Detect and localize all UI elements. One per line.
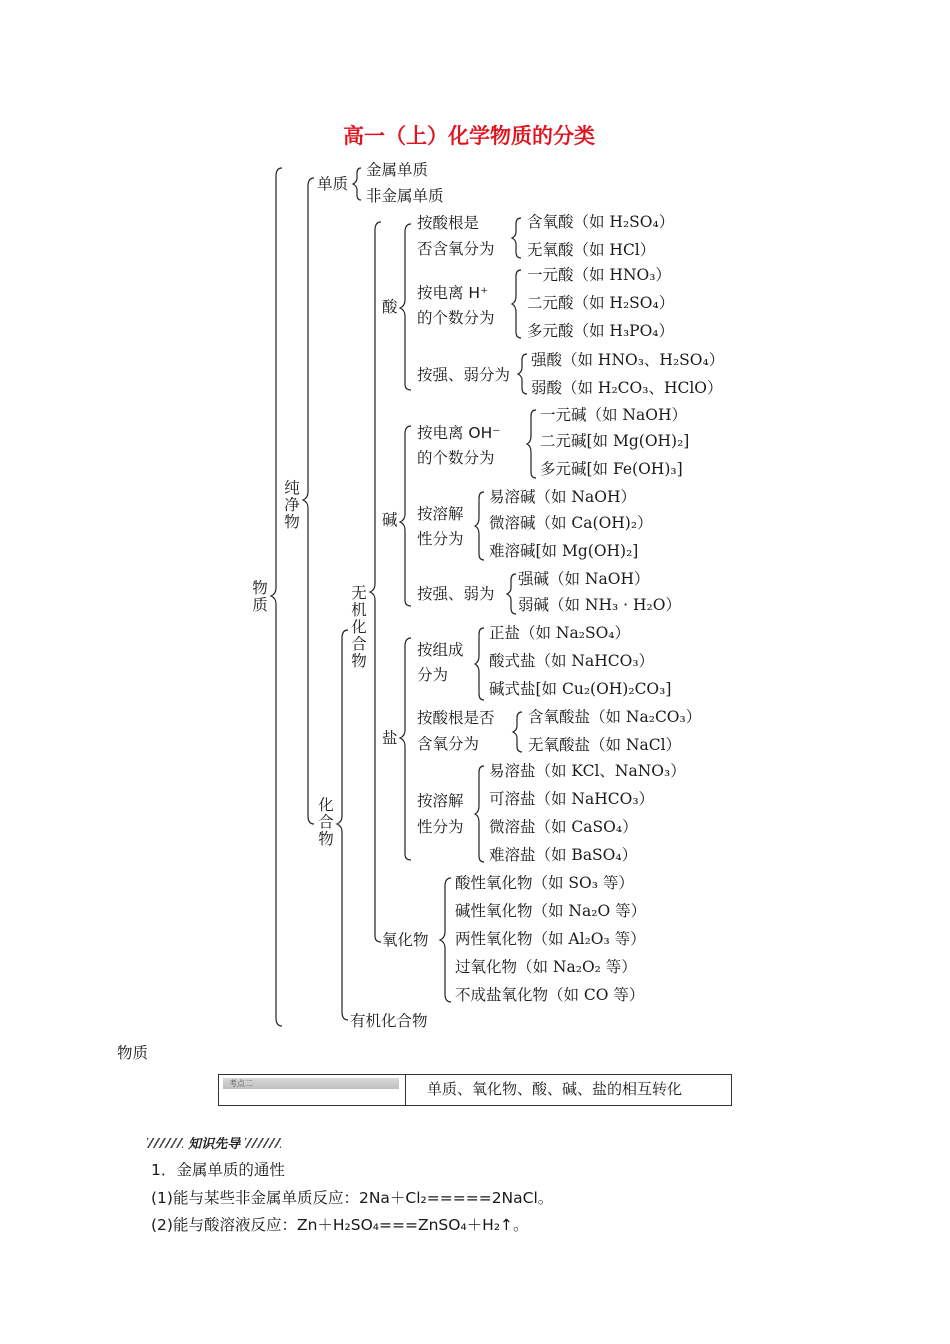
oxyacid-salt-item: 含氧酸盐（如 Na₂CO₃） bbox=[528, 708, 702, 726]
metal-element-label: 金属单质 bbox=[366, 161, 429, 179]
salt-criterion-3-line2: 性分为 bbox=[417, 818, 464, 836]
acid-criterion-1-line2: 否含氧分为 bbox=[417, 240, 495, 258]
polybasic-acid-item: 多元酸（如 H₃PO₄） bbox=[527, 322, 675, 340]
organic-compound-label: 有机化合物 bbox=[350, 1012, 428, 1030]
basic-oxide-item: 碱性氧化物（如 Na₂O 等） bbox=[455, 902, 647, 920]
pure-substance-label: 纯净物 bbox=[284, 479, 300, 531]
knowledge-header bbox=[147, 1132, 281, 1150]
element-label: 单质 bbox=[317, 175, 349, 193]
insoluble-base-item: 难溶碱[如 Mg(OH)₂] bbox=[489, 542, 639, 560]
peroxide-item: 过氧化物（如 Na₂O₂ 等） bbox=[455, 958, 637, 976]
header-stripes-left bbox=[147, 1138, 183, 1148]
section-divider bbox=[405, 1075, 406, 1105]
header-stripes-right bbox=[245, 1138, 281, 1148]
knowledge-header-text: 知识先导 bbox=[188, 1137, 241, 1152]
strong-acid-item: 强酸（如 HNO₃、H₂SO₄） bbox=[531, 351, 725, 369]
salt-criterion-1-line1: 按组成 bbox=[417, 641, 464, 659]
weak-acid-item: 弱酸（如 H₂CO₃、HClO） bbox=[531, 379, 723, 397]
dibasic-acid-item: 二元酸（如 H₂SO₄） bbox=[527, 294, 675, 312]
salt-criterion-1-line2: 分为 bbox=[417, 666, 449, 684]
insoluble-salt-item: 难溶盐（如 BaSO₄） bbox=[489, 846, 638, 864]
section-tag-bar bbox=[223, 1078, 399, 1089]
anaerobic-acid-salt-item: 无氧酸盐（如 NaCl） bbox=[528, 736, 682, 754]
slightly-soluble-salt-item: 微溶盐（如 CaSO₄） bbox=[489, 818, 638, 836]
body-line-2: (1)能与某些非金属单质反应：2Na＋Cl₂=====2NaCl。 bbox=[151, 1189, 554, 1207]
soluble-salt-item: 易溶盐（如 KCl、NaNO₃） bbox=[489, 762, 686, 780]
acidic-oxide-item: 酸性氧化物（如 SO₃ 等） bbox=[455, 874, 634, 892]
section-heading: 单质、氧化物、酸、碱、盐的相互转化 bbox=[427, 1080, 683, 1098]
base-criterion-2-line1: 按溶解 bbox=[417, 505, 464, 523]
acid-label: 酸 bbox=[382, 298, 398, 316]
body-line-1: 1．金属单质的通性 bbox=[151, 1161, 285, 1179]
monoacidic-base-item: 一元碱（如 NaOH） bbox=[540, 406, 687, 424]
salt-label: 盐 bbox=[382, 729, 398, 747]
acid-salt-item: 酸式盐（如 NaHCO₃） bbox=[489, 652, 655, 670]
strong-base-item: 强碱（如 NaOH） bbox=[518, 570, 650, 588]
slightly-soluble-base-item: 微溶碱（如 Ca(OH)₂） bbox=[489, 514, 653, 532]
acid-criterion-1-line1: 按酸根是 bbox=[417, 214, 480, 232]
section-heading-box bbox=[218, 1074, 732, 1106]
base-criterion-2-line2: 性分为 bbox=[417, 530, 464, 548]
weak-base-item: 弱碱（如 NH₃ · H₂O） bbox=[518, 596, 681, 614]
body-line-3: (2)能与酸溶液反应：Zn＋H₂SO₄===ZnSO₄＋H₂↑。 bbox=[151, 1216, 529, 1234]
acid-criterion-2-line1: 按电离 H⁺ bbox=[417, 284, 489, 302]
salt-criterion-3-line1: 按溶解 bbox=[417, 792, 464, 810]
base-criterion-3: 按强、弱为 bbox=[417, 585, 495, 603]
polyacidic-base-item: 多元碱[如 Fe(OH)₃] bbox=[540, 460, 683, 478]
section-tag: 考点二 bbox=[229, 1079, 253, 1088]
nonmetal-element-label: 非金属单质 bbox=[366, 187, 444, 205]
non-salt-forming-oxide-item: 不成盐氧化物（如 CO 等） bbox=[455, 986, 645, 1004]
diacidic-base-item: 二元碱[如 Mg(OH)₂] bbox=[540, 432, 690, 450]
root-label-substance: 物质 bbox=[252, 579, 268, 614]
base-label: 碱 bbox=[382, 511, 398, 529]
monobasic-acid-item: 一元酸（如 HNO₃） bbox=[527, 266, 671, 284]
soluble-base-item: 易溶碱（如 NaOH） bbox=[489, 488, 636, 506]
salt-criterion-2-line2: 含氧分为 bbox=[417, 735, 480, 753]
oxyacid-item: 含氧酸（如 H₂SO₄） bbox=[527, 213, 675, 231]
compound-label: 化合物 bbox=[318, 796, 334, 848]
diagram-caption: 物质 bbox=[117, 1044, 149, 1062]
page-title: 高一（上）化学物质的分类 bbox=[343, 124, 595, 148]
base-criterion-1-line1: 按电离 OH⁻ bbox=[417, 424, 501, 442]
oxide-label: 氧化物 bbox=[382, 931, 429, 949]
basic-salt-item: 碱式盐[如 Cu₂(OH)₂CO₃] bbox=[489, 680, 672, 698]
salt-criterion-2-line1: 按酸根是否 bbox=[417, 709, 495, 727]
base-criterion-1-line2: 的个数分为 bbox=[417, 449, 495, 467]
inorganic-compound-label: 无机化合物 bbox=[351, 584, 367, 670]
acid-criterion-2-line2: 的个数分为 bbox=[417, 309, 495, 327]
amphoteric-oxide-item: 两性氧化物（如 Al₂O₃ 等） bbox=[455, 930, 646, 948]
moderately-soluble-salt-item: 可溶盐（如 NaHCO₃） bbox=[489, 790, 655, 808]
normal-salt-item: 正盐（如 Na₂SO₄） bbox=[489, 624, 630, 642]
acid-criterion-3: 按强、弱分为 bbox=[417, 366, 511, 384]
anaerobic-acid-item: 无氧酸（如 HCl） bbox=[527, 241, 656, 259]
